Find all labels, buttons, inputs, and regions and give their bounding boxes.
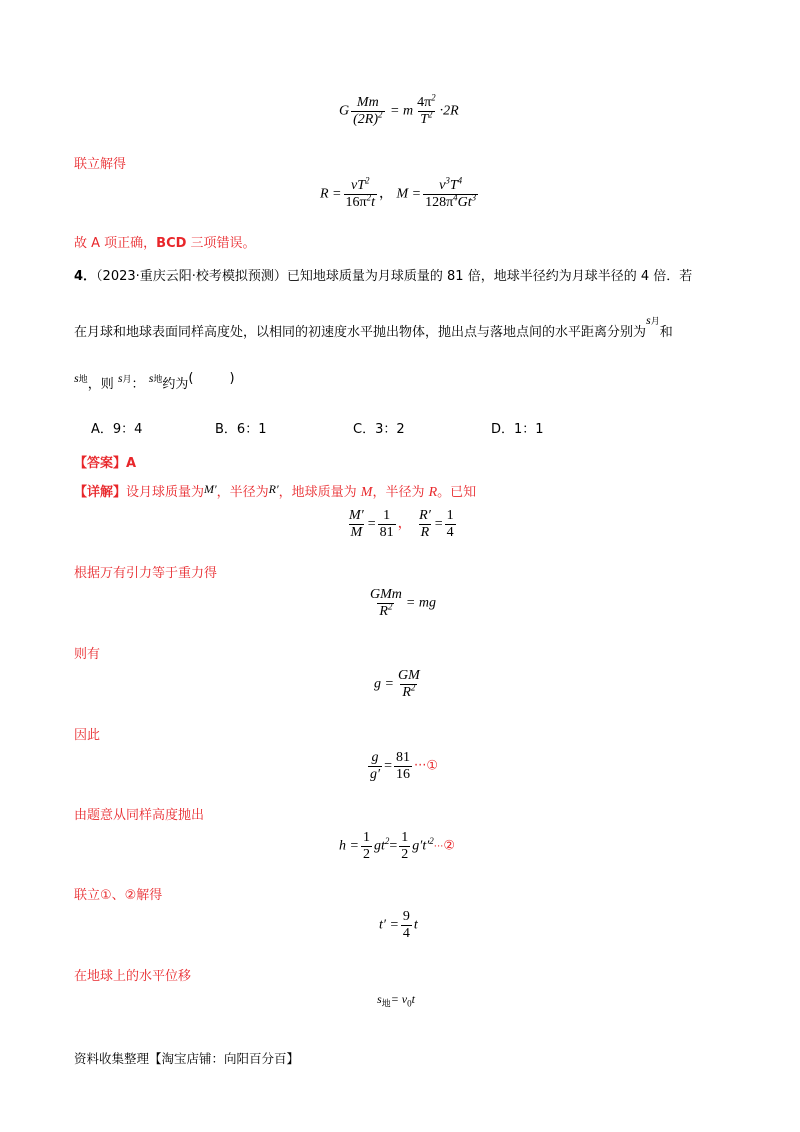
text-then: 则有 (74, 647, 101, 662)
question-4-line-2: 在月球和地球表面同样高度处，以相同的初速度水平抛出物体，抛出点与落地点间的水平距离分别为s月和 (74, 313, 673, 340)
equation-s-earth: $s_地= v_0t$ (377, 992, 415, 1009)
circle-two-mark: ② (443, 838, 455, 854)
detail-tag: 【详解】 (74, 485, 127, 500)
option-b: B．6：1 (215, 422, 267, 437)
text-therefore: 因此 (74, 728, 101, 743)
option-c: C．3：2 (353, 422, 405, 437)
equation-g: g = $\frac{GM}{R^2}$ (374, 668, 420, 700)
answer-line (74, 452, 136, 471)
detail-intro: 【详解】设月球质量为M′，半径为R′，地球质量为 M，半径为 R。已知 (74, 482, 477, 500)
text-combine: 联立①、②解得 (74, 888, 163, 903)
text-horizontal: 在地球上的水平位移 (74, 969, 192, 984)
equation-ratios: $\frac{M'}{M}$ = $\frac{1}{81}$ ， $\frac{R'}{R}$ = $\frac{1}{4}$ (349, 508, 454, 540)
text-gravity: 根据万有引力等于重力得 (74, 566, 218, 581)
text-joint-solve: 联立解得 (74, 157, 127, 172)
question-number: 4． (74, 269, 97, 284)
equation-r-and-m: R = $\frac{vT^2}{16\pi^2t}$ ， M = $\frac{v^3T^4}{128\pi^4Gt^3}$ (320, 175, 477, 210)
text-conclusion: 故 A 项正确，BCD 三项错误。 (74, 236, 256, 251)
question-source: （2023·重庆云阳·校考模拟预测） (96, 269, 287, 284)
option-d: D．1：1 (491, 422, 544, 437)
text-height: 由题意从同样高度抛出 (74, 808, 205, 823)
circle-one-mark: ① (426, 758, 439, 774)
question-4-line-1: 4．（2023·重庆云阳·校考模拟预测）已知地球质量为月球质量的 81 倍，地球半径约为月球半径的 4 倍．若 (74, 269, 693, 284)
answer-tag: 【答案】 (74, 456, 127, 471)
equation-g-ratio: $\frac{g}{g'}$ = $\frac{81}{16}$ ···① (370, 750, 439, 782)
question-4-line-3: s地，则 s月： s地约为( ) (74, 371, 235, 392)
equation-height: h = $\frac{1}{2}$ $gt^2=$ $\frac{1}{2}$ $g't'^2\cdot\cdot\cdot ②$ (339, 830, 455, 862)
page-footer: 资料收集整理【淘宝店铺：向阳百分百】 (74, 1051, 300, 1066)
equation-t: t′ = $\frac{9}{4}$ t (379, 909, 418, 941)
equation-orbit: G $\frac{Mm}{(2R)^2}$ = m $\frac{4\pi^2}{T^2}$ ·2R (339, 92, 459, 127)
option-a: A．9：4 (91, 422, 143, 437)
equation-gravity: $\frac{\text{GMm}}{R^2}$ = mg (370, 587, 436, 619)
answer-value: A (126, 456, 137, 471)
